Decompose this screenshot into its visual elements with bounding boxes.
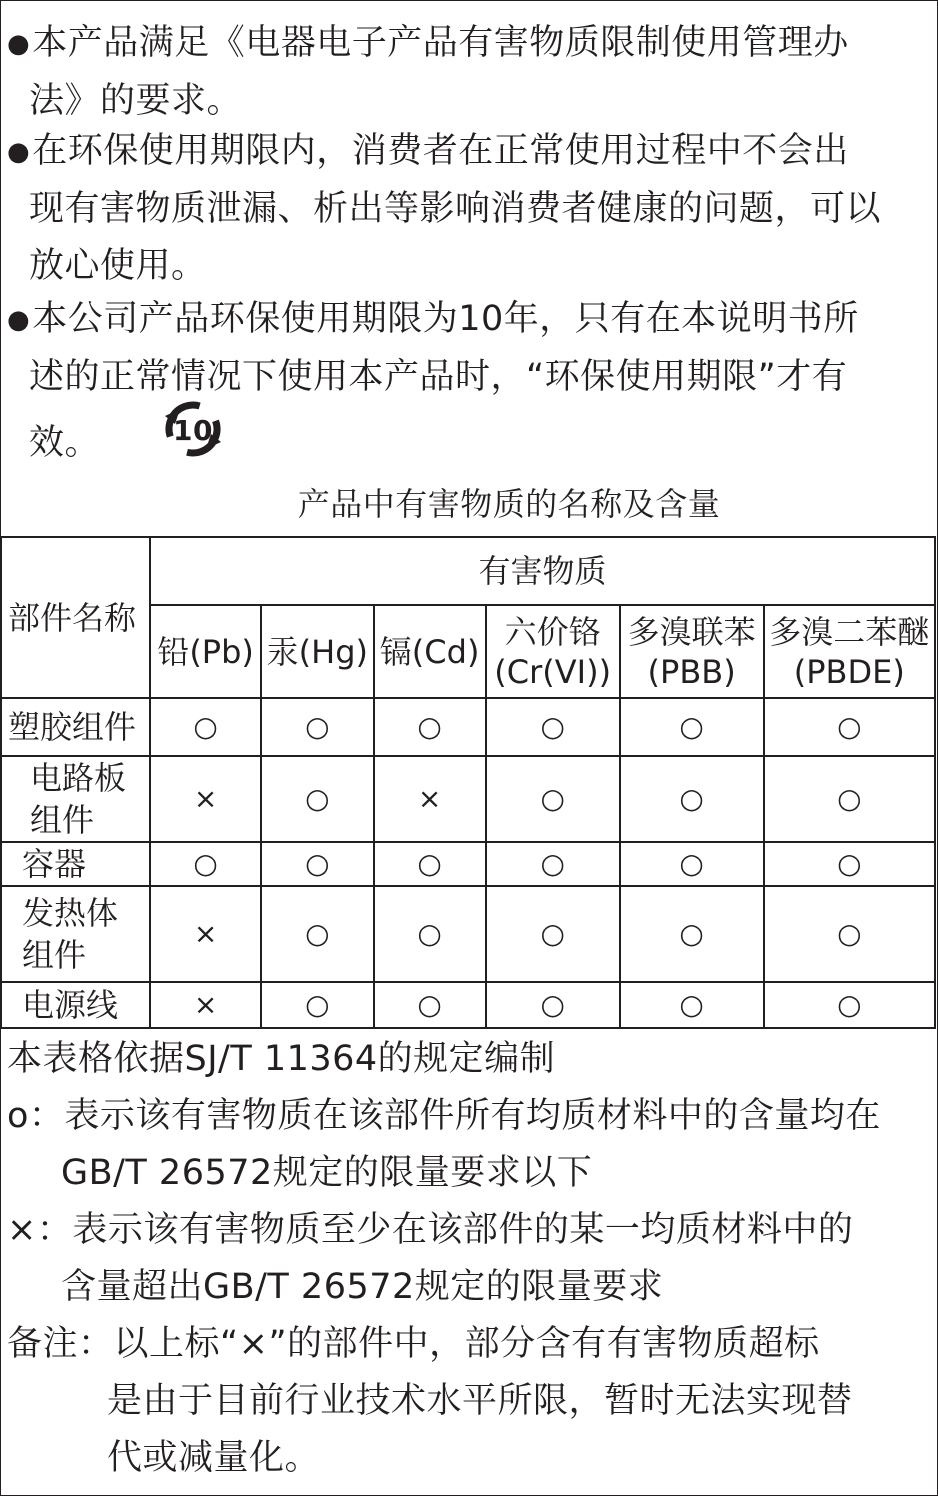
paragraph-line <box>7 291 933 349</box>
substance-name: 铅(Pb) <box>157 632 254 671</box>
substance-mark-cell: ○ <box>764 842 935 886</box>
substance-mark-cell: ○ <box>261 756 373 842</box>
substance-name: 六价铬 <box>504 612 601 651</box>
substance-mark-cell: ○ <box>374 698 486 756</box>
part-name: 发热体 <box>22 894 119 932</box>
bullet: ● <box>7 137 31 167</box>
table-row <box>1 982 935 1028</box>
substance-mark-cell: ○ <box>620 756 764 842</box>
paragraph-line: 法》的要求。 <box>29 81 243 121</box>
substance-mark-cell: ○ <box>150 842 261 886</box>
substance-mark-cell: ○ <box>486 698 620 756</box>
paragraph-text: 效。 <box>29 423 101 463</box>
note-remark-end: 代或减量化。 <box>107 1438 321 1478</box>
note-circle-meaning-cont: GB/T 26572规定的限量要求以下 <box>61 1153 593 1193</box>
part-name-cell <box>1 842 150 886</box>
environment-protection-use-period-icon <box>158 394 228 482</box>
substance-mark-cell: ○ <box>261 842 373 886</box>
paragraph-line <box>7 15 933 73</box>
substance-mark-cell: ○ <box>150 698 261 756</box>
note-remark: 备注：以上标“×”的部件中，部分含有有害物质超标 <box>7 1324 820 1364</box>
paragraph-compliance <box>7 15 933 130</box>
table-row <box>1 886 935 982</box>
substance-name: 汞(Hg) <box>266 632 368 671</box>
part-name: 电路板 <box>30 759 127 797</box>
epup-value: 10 <box>173 414 213 447</box>
paragraph-line <box>7 123 933 181</box>
substance-mark-cell: ○ <box>620 886 764 982</box>
substance-mark-cell: ○ <box>764 756 935 842</box>
part-name-cell <box>1 982 150 1028</box>
substance-name: 多溴联苯 <box>627 612 756 651</box>
part-name-cell <box>1 698 150 756</box>
bullet: ● <box>7 305 31 335</box>
substance-mark-cell: ○ <box>486 842 620 886</box>
part-name-cell <box>1 886 150 982</box>
note-basis: 本表格依据SJ/T 11364的规定编制 <box>7 1039 556 1079</box>
paragraph-text: 本公司产品环保使用期限为10年，只有在本说明书所 <box>32 299 859 339</box>
paragraph-text: 在环保使用期限内，消费者在正常使用过程中不会出 <box>32 131 849 171</box>
substance-mark-cell: × <box>150 886 261 982</box>
note-circle-meaning: o：表示该有害物质在该部件所有均质材料中的含量均在 <box>7 1096 881 1136</box>
table-row <box>1 842 935 886</box>
substance-symbol: (PBDE) <box>793 652 905 691</box>
part-name-cont: 组件 <box>30 801 95 839</box>
substance-mark-cell: ○ <box>486 886 620 982</box>
paragraph-line: 放心使用。 <box>29 246 207 286</box>
substance-mark-cell: ○ <box>486 756 620 842</box>
substance-header <box>620 605 764 698</box>
substance-name: 镉(Cd) <box>379 632 480 671</box>
substance-symbol: (Cr(VI)) <box>494 652 612 691</box>
substance-mark-cell: ○ <box>261 886 373 982</box>
substance-mark-cell: ○ <box>764 982 935 1028</box>
notes <box>7 1031 933 1487</box>
substance-header <box>486 605 620 698</box>
substance-mark-cell: ○ <box>620 842 764 886</box>
hazardous-substance-header: 有害物质 <box>150 537 935 605</box>
substance-mark-cell: ○ <box>620 982 764 1028</box>
substance-mark-cell: ○ <box>486 982 620 1028</box>
substance-mark-cell: ○ <box>374 982 486 1028</box>
bullet: ● <box>7 29 31 59</box>
substance-mark-cell: ○ <box>764 698 935 756</box>
part-name: 容器 <box>22 845 87 883</box>
hazardous-substance-table <box>0 536 936 1029</box>
paragraph-line <box>7 406 933 482</box>
paragraph-line: 述的正常情况下使用本产品时，“环保使用期限”才有 <box>29 357 848 397</box>
substance-mark-cell: ○ <box>764 886 935 982</box>
substance-header <box>374 605 486 698</box>
substance-mark-cell: × <box>150 982 261 1028</box>
table-row <box>1 698 935 756</box>
table-caption: 产品中有害物质的名称及含量 <box>297 485 721 523</box>
paragraph-text: 本产品满足《电器电子产品有害物质限制使用管理办 <box>32 23 849 63</box>
part-name: 塑胶组件 <box>8 708 137 746</box>
part-name-cell <box>1 756 150 842</box>
substance-symbol: (PBB) <box>647 652 736 691</box>
substance-header <box>261 605 373 698</box>
note-cross-meaning: ×：表示该有害物质至少在该部件的某一均质材料中的 <box>7 1210 854 1250</box>
paragraph-safety <box>7 123 933 295</box>
part-name-cont: 组件 <box>22 936 87 974</box>
substance-mark-cell: × <box>374 756 486 842</box>
paragraph-line: 现有害物质泄漏、析出等影响消费者健康的问题，可以 <box>29 189 882 229</box>
note-cross-meaning-cont: 含量超出GB/T 26572规定的限量要求 <box>61 1267 664 1307</box>
substance-mark-cell: ○ <box>261 698 373 756</box>
substance-name: 多溴二苯醚 <box>769 612 930 651</box>
substance-mark-cell: × <box>150 756 261 842</box>
paragraph-use-period <box>7 291 933 482</box>
part-name-header: 部件名称 <box>1 537 150 698</box>
substance-mark-cell: ○ <box>261 982 373 1028</box>
table-row <box>1 756 935 842</box>
substance-header <box>764 605 935 698</box>
substance-header <box>150 605 261 698</box>
substance-mark-cell: ○ <box>374 842 486 886</box>
note-remark-cont: 是由于目前行业技术水平所限，暂时无法实现替 <box>107 1381 853 1421</box>
substance-mark-cell: ○ <box>620 698 764 756</box>
substance-mark-cell: ○ <box>374 886 486 982</box>
part-name: 电源线 <box>22 986 119 1024</box>
